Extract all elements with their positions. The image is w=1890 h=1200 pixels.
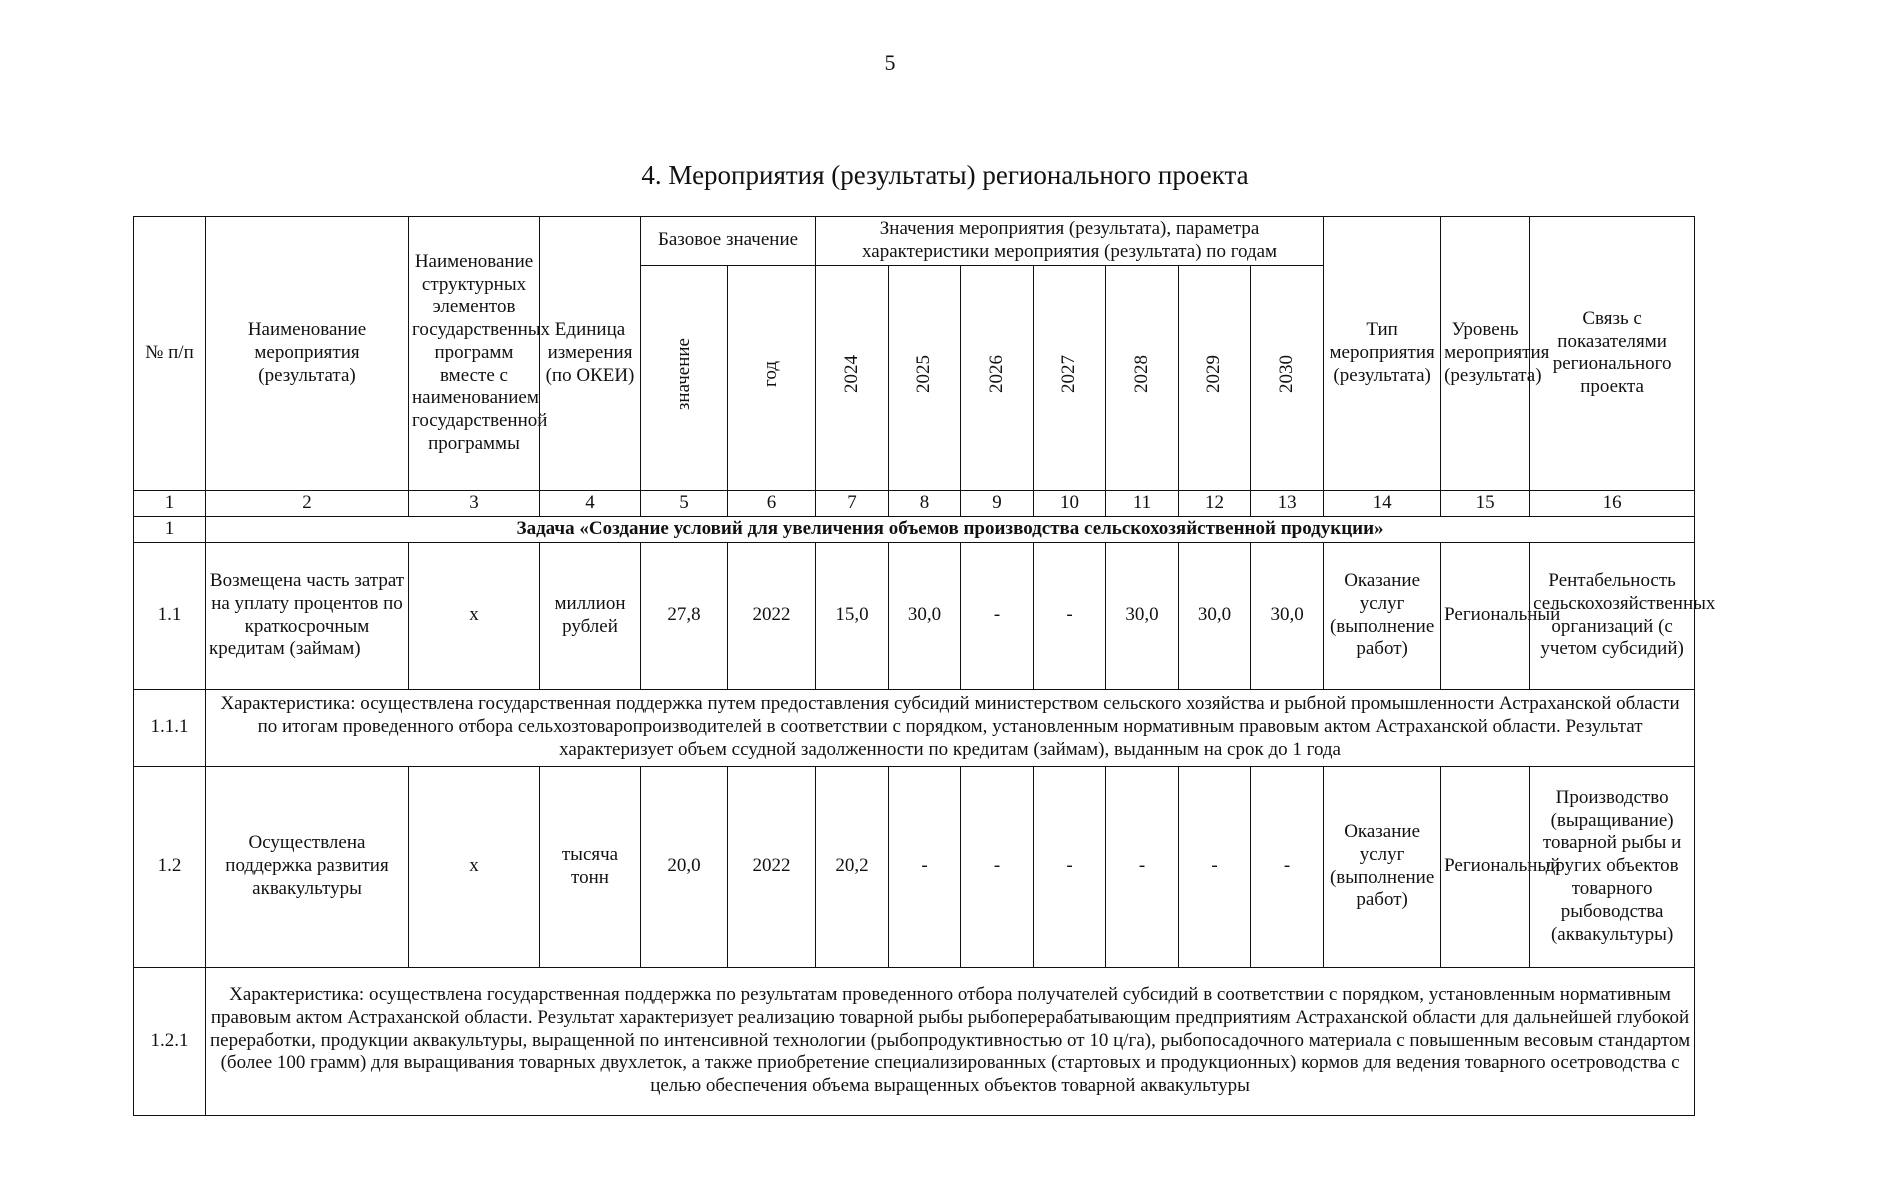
characteristic-no: 1.1.1	[134, 689, 206, 766]
column-number: 12	[1179, 490, 1251, 516]
year-label: 2027	[1058, 355, 1080, 394]
task-text: Задача «Создание условий для увеличения объемов производства сельскохозяйственной продукции»	[206, 516, 1695, 542]
column-number-row	[134, 490, 1695, 516]
column-number: 13	[1251, 490, 1324, 516]
row-name: Возмещена часть затрат на уплату процентов по краткосрочным кредитам (займам)	[206, 542, 409, 689]
column-number: 15	[1441, 490, 1530, 516]
table-row	[134, 766, 1695, 967]
header-name: Наименование мероприятия (результата)	[206, 217, 409, 491]
header-row-top	[134, 217, 1695, 266]
column-number: 4	[540, 490, 641, 516]
year-label: 2030	[1275, 355, 1297, 394]
row-value-2029: 30,0	[1179, 542, 1251, 689]
header-years-group: Значения мероприятия (результата), параметра характеристики мероприятия (результата) по годам	[816, 217, 1324, 266]
row-value-2028: 30,0	[1106, 542, 1179, 689]
column-number: 8	[889, 490, 961, 516]
table-row	[134, 542, 1695, 689]
row-value-2025: -	[889, 766, 961, 967]
characteristic-no: 1.2.1	[134, 967, 206, 1115]
header-base-year	[728, 265, 816, 490]
header-no: № п/п	[134, 217, 206, 491]
row-struct: х	[409, 542, 540, 689]
row-type: Оказание услуг (выполнение работ)	[1324, 766, 1441, 967]
column-number: 3	[409, 490, 540, 516]
row-base-year: 2022	[728, 766, 816, 967]
characteristic-text: Характеристика: осуществлена государственная поддержка путем предоставления субсидий министерством сельского хозяйства и рыбной промышленности Астраханской области по итогам проведенного отбора сельхозтоваропроизводителей в соответствии с порядком, установленным нормативным правовым актом Астраханской области. Результат характеризует объем ссудной задолженности по кредитам (займам), выданным на срок до 1 года	[206, 689, 1695, 766]
row-value-2024: 15,0	[816, 542, 889, 689]
row-value-2027: -	[1034, 766, 1106, 967]
header-base-group: Базовое значение	[641, 217, 816, 266]
header-year-2025	[889, 265, 961, 490]
header-year-2029	[1179, 265, 1251, 490]
year-label: 2028	[1130, 355, 1152, 394]
row-type: Оказание услуг (выполнение работ)	[1324, 542, 1441, 689]
column-number: 7	[816, 490, 889, 516]
header-type: Тип мероприятия (результата)	[1324, 217, 1441, 491]
row-link: Производство (выращивание) товарной рыбы и других объектов товарного рыбоводства (аквакультуры)	[1530, 766, 1695, 967]
row-name: Осуществлена поддержка развития аквакультуры	[206, 766, 409, 967]
page-number: 5	[884, 50, 896, 75]
row-unit: миллион рублей	[540, 542, 641, 689]
row-value-2027: -	[1034, 542, 1106, 689]
row-unit: тысяча тонн	[540, 766, 641, 967]
header-year-2028	[1106, 265, 1179, 490]
task-row	[134, 516, 1695, 542]
row-value-2025: 30,0	[889, 542, 961, 689]
characteristic-text: Характеристика: осуществлена государственная поддержка по результатам проведенного отбора получателей субсидий в соответствии с порядком, установленным нормативным правовым актом Астраханской области. Результат характеризует реализацию товарной рыбы рыбоперерабатывающим предприятиям Астраханской области для дальнейшей глубокой переработки, продукции аквакультуры, выращенной по интенсивной технологии (рыбопродуктивностью от 10 ц/га), рыбопосадочного материала с повышенным весовым стандартом (более 100 грамм) для выращивания товарных двухлеток, а также приобретение специализированных (стартовых и продукционных) кормов для ведения товарного осетроводства с целью обеспечения объема выращенных объектов товарной аквакультуры	[206, 967, 1695, 1115]
header-link: Связь с показателями регионального проекта	[1530, 217, 1695, 491]
column-number: 16	[1530, 490, 1695, 516]
row-value-2029: -	[1179, 766, 1251, 967]
header-unit: Единица измерения (по ОКЕИ)	[540, 217, 641, 491]
column-number: 1	[134, 490, 206, 516]
column-number: 5	[641, 490, 728, 516]
header-year-2027	[1034, 265, 1106, 490]
row-base-value: 20,0	[641, 766, 728, 967]
year-label: 2024	[840, 355, 862, 394]
column-number: 14	[1324, 490, 1441, 516]
header-base-year-text: год	[760, 361, 782, 388]
column-number: 2	[206, 490, 409, 516]
column-number: 10	[1034, 490, 1106, 516]
header-base-value	[641, 265, 728, 490]
header-year-2024	[816, 265, 889, 490]
activities-table	[133, 216, 1716, 1116]
year-label: 2026	[985, 355, 1007, 394]
characteristic-row	[134, 967, 1695, 1115]
row-value-2024: 20,2	[816, 766, 889, 967]
section-title: 4. Мероприятия (результаты) регионального проекта	[641, 160, 1249, 190]
column-number: 6	[728, 490, 816, 516]
row-no: 1.2	[134, 766, 206, 967]
header-struct: Наименование структурных элементов государственных программ вместе с наименованием государственной программы	[409, 217, 540, 491]
row-base-value: 27,8	[641, 542, 728, 689]
row-level: Региональный	[1441, 766, 1530, 967]
row-value-2026: -	[961, 766, 1034, 967]
column-number: 9	[961, 490, 1034, 516]
row-link: Рентабельность сельскохозяйственных организаций (с учетом субсидий)	[1530, 542, 1695, 689]
year-label: 2029	[1203, 355, 1225, 394]
column-number: 11	[1106, 490, 1179, 516]
row-no: 1.1	[134, 542, 206, 689]
row-base-year: 2022	[728, 542, 816, 689]
row-value-2030: -	[1251, 766, 1324, 967]
row-struct: х	[409, 766, 540, 967]
row-level: Региональный	[1441, 542, 1530, 689]
row-value-2026: -	[961, 542, 1034, 689]
characteristic-row	[134, 689, 1695, 766]
row-value-2028: -	[1106, 766, 1179, 967]
header-year-2026	[961, 265, 1034, 490]
header-year-2030	[1251, 265, 1324, 490]
year-label: 2025	[913, 355, 935, 394]
header-level: Уровень мероприятия (результата)	[1441, 217, 1530, 491]
header-base-value-text: значение	[672, 338, 694, 411]
task-no: 1	[134, 516, 206, 542]
row-value-2030: 30,0	[1251, 542, 1324, 689]
